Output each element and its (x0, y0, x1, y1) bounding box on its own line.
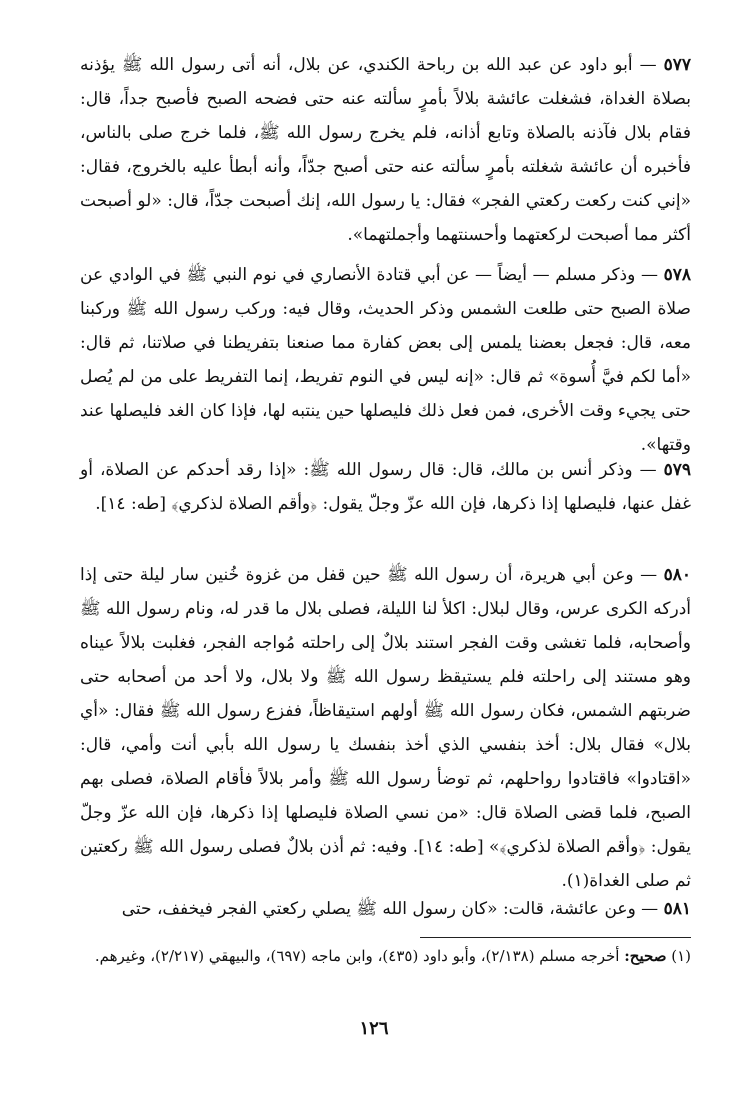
footnote-text: أخرجه مسلم (٢/١٣٨)، وأبو داود (٤٣٥)، وابن ماجه (٦٩٧)، والبيهقي (٢/٢١٧)، وغيرهم. (94, 947, 620, 965)
hadith-581 (80, 892, 691, 926)
footnote-marker: (١) (671, 947, 691, 965)
hadith-text: — وذكر مسلم — أيضاً — عن أبي قتادة الأنصاري في نوم النبي ﷺ في الوادي عن صلاة الصبح حتى طلعت الشمس وذكر الحديث، وقال فيه: وركب رسول الله ﷺ وركبنا معه، قال: فجعل بعضنا يلمس إلى بعض كفارة مما صنعنا بتفريطنا في صلاتنا، ثم قال: «أما لكم فيَّ أُسوة» ثم قال: «إنه ليس في النوم تفريط، إنما التفريط على من لم يُصل حتى يجيء وقت الأخرى، فمن فعل ذلك فليصلها حين ينتبه لها، فإذا كان الغد فليصلها عند وقتها». (80, 265, 691, 455)
hadith-number: ٥٧٨ (663, 265, 692, 285)
footnote (80, 943, 691, 969)
hadith-text: — وعن عائشة، قالت: «كان رسول الله ﷺ يصلي ركعتي الفجر فيخفف، حتى (121, 899, 659, 919)
hadith-text: — وعن أبي هريرة، أن رسول الله ﷺ حين قفل من غزوة خُنين سار ليلة حتى إذا أدركه الكرى عرس، وقال لبلال: اكلأ لنا الليلة، فصلى بلال ما قدر له، ونام رسول الله ﷺ وأصحابه، فلما تغشى وقت الفجر استند بلالٌ إلى راحلته مُواجه الفجر، فغلبت بلالاً عيناه وهو مستند إلى راحلته فلم يستيقظ رسول الله ﷺ ولا بلال، ولا أحد من أصحابه حتى ضربتهم الشمس، فكان رسول الله ﷺ أولهم استيقاظاً، ففزع رسول الله ﷺ فقال: «أي بلال» فقال بلال: أخذ بنفسي الذي أخذ بنفسك يا رسول الله بأبي أنت وأمي، قال: «اقتادوا» فاقتادوا رواحلهم، ثم توضأ رسول الله ﷺ وأمر بلالاً فأقام الصلاة، فصلى بهم الصبح، فلما قضى الصلاة قال: «من نسي الصلاة فليصلها إذا ذكرها، فإن الله عزّ وجلّ يقول: ﴿وأقم الصلاة لذكري﴾» [طه: ١٤]. وفيه: ثم أذن بلالٌ فصلى رسول الله ﷺ ركعتين ثم صلى الغداة(١). (80, 565, 692, 891)
hadith-580 (80, 558, 691, 898)
hadith-577 (80, 48, 691, 252)
footnote-divider (420, 937, 691, 938)
hadith-number: ٥٨١ (663, 899, 691, 919)
hadith-number: ٥٧٧ (663, 55, 691, 75)
hadith-number: ٥٧٩ (663, 460, 692, 480)
hadith-text: — وذكر أنس بن مالك، قال: قال رسول الله ﷺ: «إذا رقد أحدكم عن الصلاة، أو غفل عنها، فليصلها إذا ذكرها، فإن الله عزّ وجلّ يقول: ﴿وأقم الصلاة لذكري﴾ [طه: ١٤]. (80, 460, 691, 514)
footnote-label: صحيح: (624, 947, 667, 965)
hadith-578 (80, 258, 691, 462)
hadith-579 (80, 453, 691, 521)
hadith-text: — أبو داود عن عبد الله بن رباحة الكندي، عن بلال، أنه أتى رسول الله ﷺ يؤذنه بصلاة الغداة، فشغلت عائشة بلالاً بأمرٍ سألته عنه حتى فضحه الصبح فأصبح جداً، قال: فقام بلال فآذنه بالصلاة وتابع أذانه، فلم يخرج رسول الله ﷺ، فلما خرج صلى بالناس، فأخبره أن عائشة شغلته بأمرٍ سألته عنه حتى أصبح جدّاً، وأنه أبطأ عليه بالخروج، فقال: «إني كنت ركعت ركعتي الفجر» فقال: يا رسول الله، إنك أصبحت جدّاً، قال: «لو أصبحت أكثر مما أصبحت لركعتهما وأحسنتهما وأجملتهما». (80, 55, 691, 245)
page-number: ١٢٦ (359, 1018, 389, 1039)
hadith-number: ٥٨٠ (663, 565, 692, 585)
